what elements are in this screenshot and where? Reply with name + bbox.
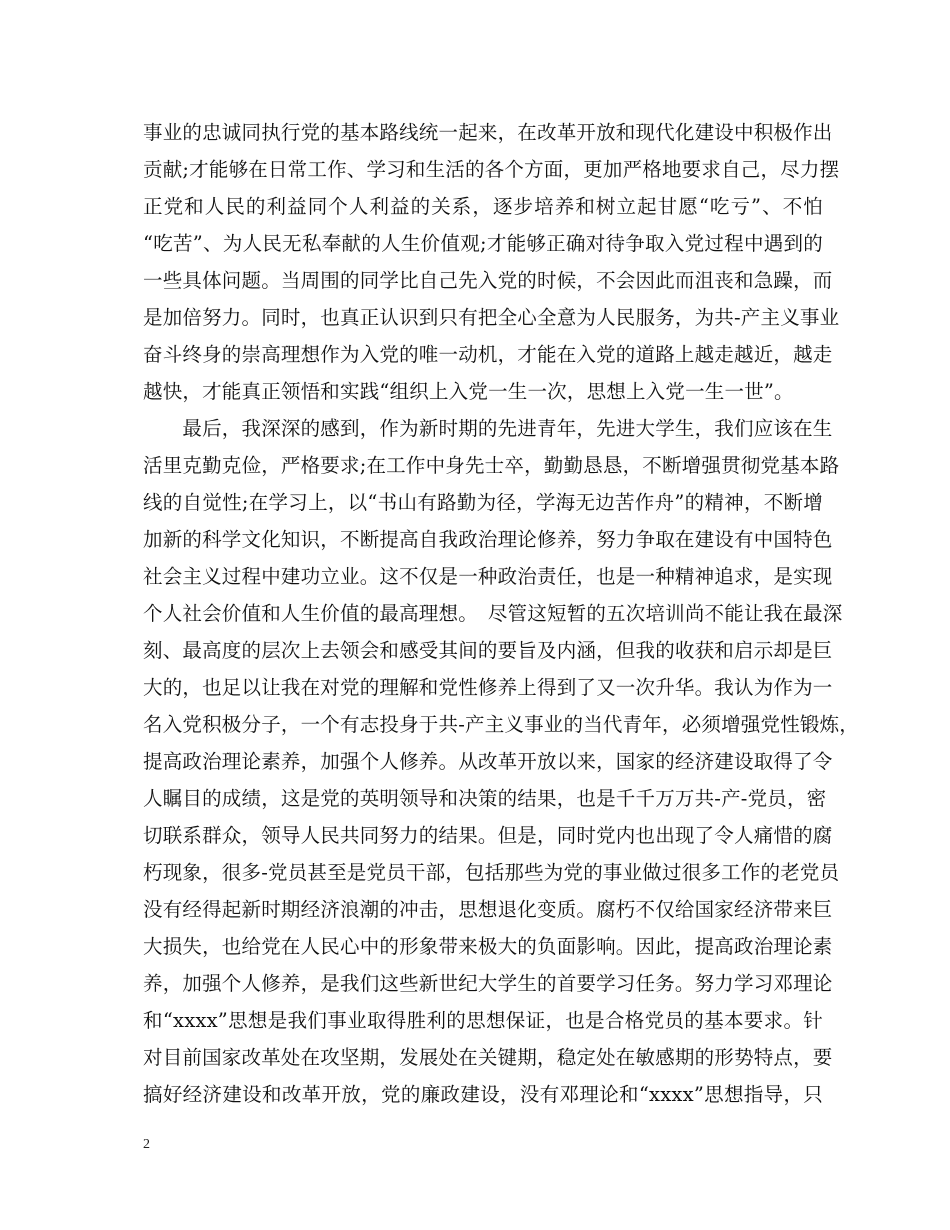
text-line: 大的，也足以让我在对党的理解和党性修养上得到了又一次升华。我认为作为一	[143, 676, 833, 699]
text-line: 搞好经济建设和改革开放，党的廉政建设，没有邓理论和“xxxx”思想指导，只	[143, 1083, 823, 1106]
text-line: 奋斗终身的崇高理想作为入党的唯一动机，才能在入党的道路上越走越近，越走	[143, 343, 833, 366]
text-line: 个人社会价值和人生价值的最高理想。 尽管这短暂的五次培训尚不能让我在最深	[143, 602, 843, 625]
text-line: 越快，才能真正领悟和实践“组织上入党一生一次，思想上入党一生一世”。	[143, 380, 794, 403]
text-line: 一些具体问题。当周围的同学比自己先入党的时候，不会因此而沮丧和急躁，而	[143, 269, 833, 292]
text-line: 和“xxxx”思想是我们事业取得胜利的思想保证，也是合格党员的基本要求。针	[143, 1009, 823, 1032]
text-line: 人瞩目的成绩，这是党的英明领导和决策的结果，也是千千万万共-产-党员，密	[143, 787, 827, 810]
text-line: “吃苦”、为人民无私奉献的人生价值观;才能够正确对待争取入党过程中遇到的	[143, 232, 823, 255]
text-line: 切联系群众，领导人民共同努力的结果。但是，同时党内也出现了令人痛惜的腐	[143, 824, 833, 847]
text-line: 没有经得起新时期经济浪潮的冲击，思想退化变质。腐朽不仅给国家经济带来巨	[143, 898, 833, 921]
text-line: 最后，我深深的感到，作为新时期的先进青年，先进大学生，我们应该在生	[143, 417, 833, 440]
text-line: 加新的科学文化知识，不断提高自我政治理论修养，努力争取在建设有中国特色	[143, 528, 833, 551]
text-line: 养，加强个人修养，是我们这些新世纪大学生的首要学习任务。努力学习邓理论	[143, 972, 833, 995]
text-line: 刻、最高度的层次上去领会和感受其间的要旨及内涵，但我的收获和启示却是巨	[143, 639, 833, 662]
page-number: 2	[143, 1137, 150, 1152]
text-line: 线的自觉性;在学习上，以“书山有路勤为径，学海无边苦作舟”的精神，不断增	[143, 491, 823, 514]
text-line: 名入党积极分子，一个有志投身于共-产主义事业的当代青年，必须增强党性锻炼，	[143, 713, 859, 736]
text-line: 朽现象，很多-党员甚至是党员干部，包括那些为党的事业做过很多工作的老党员	[143, 861, 840, 884]
text-line: 对目前国家改革处在攻坚期，发展处在关键期，稳定处在敏感期的形势特点，要	[143, 1046, 833, 1069]
text-line: 事业的忠诚同执行党的基本路线统一起来，在改革开放和现代化建设中积极作出	[143, 121, 833, 144]
text-line: 社会主义过程中建功立业。这不仅是一种政治责任，也是一种精神追求，是实现	[143, 565, 833, 588]
text-line: 大损失，也给党在人民心中的形象带来极大的负面影响。因此，提高政治理论素	[143, 935, 833, 958]
text-line: 是加倍努力。同时，也真正认识到只有把全心全意为人民服务，为共-产主义事业	[143, 306, 840, 329]
text-line: 贡献;才能够在日常工作、学习和生活的各个方面，更加严格地要求自己，尽力摆	[143, 158, 840, 181]
text-line: 提高政治理论素养，加强个人修养。从改革开放以来，国家的经济建设取得了令	[143, 750, 833, 773]
text-line: 活里克勤克俭，严格要求;在工作中身先士卒，勤勤恳恳，不断增强贯彻党基本路	[143, 454, 840, 477]
text-line: 正党和人民的利益同个人利益的关系，逐步培养和树立起甘愿“吃亏”、不怕	[143, 195, 823, 218]
